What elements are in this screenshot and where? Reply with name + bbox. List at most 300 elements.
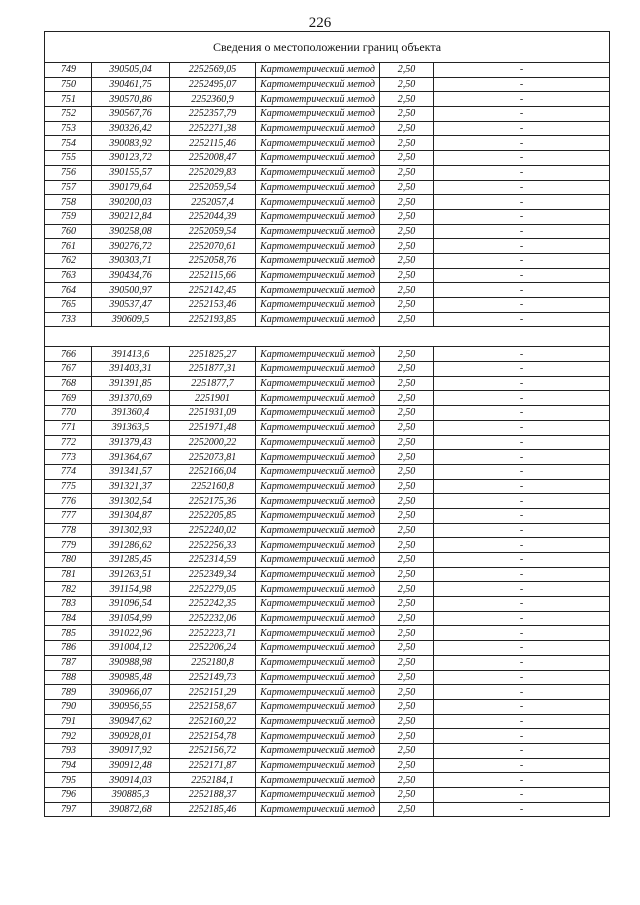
point-number: 751 (45, 92, 92, 107)
coord-y: 2252242,35 (170, 597, 256, 612)
dash-cell: - (434, 773, 610, 788)
table-row (45, 376, 610, 391)
coord-x: 391054,99 (92, 611, 170, 626)
coord-y: 2251877,7 (170, 376, 256, 391)
coord-y: 2252156,72 (170, 743, 256, 758)
method-cell: Картометрический метод (256, 494, 380, 509)
coord-x: 391379,43 (92, 435, 170, 450)
dash-cell: - (434, 670, 610, 685)
coord-x: 390276,72 (92, 239, 170, 254)
dash-cell: - (434, 538, 610, 553)
table-row (45, 582, 610, 597)
coord-y: 2252232,06 (170, 611, 256, 626)
coord-y: 2252256,33 (170, 538, 256, 553)
dash-cell: - (434, 362, 610, 377)
point-number: 779 (45, 538, 92, 553)
dash-cell: - (434, 611, 610, 626)
accuracy-cell: 2,50 (380, 283, 434, 298)
table-row (45, 508, 610, 523)
accuracy-cell: 2,50 (380, 508, 434, 523)
coord-x: 391302,54 (92, 494, 170, 509)
method-cell: Картометрический метод (256, 553, 380, 568)
coord-y: 2252206,24 (170, 641, 256, 656)
accuracy-cell: 2,50 (380, 151, 434, 166)
coord-x: 390155,57 (92, 165, 170, 180)
table-row (45, 253, 610, 268)
coord-x: 391263,51 (92, 567, 170, 582)
accuracy-cell: 2,50 (380, 655, 434, 670)
coord-x: 391403,31 (92, 362, 170, 377)
coord-x: 390985,48 (92, 670, 170, 685)
coord-x: 391341,57 (92, 464, 170, 479)
point-number: 763 (45, 268, 92, 283)
point-number: 760 (45, 224, 92, 239)
coord-y: 2252115,66 (170, 268, 256, 283)
coord-y: 2252193,85 (170, 312, 256, 327)
dash-cell: - (434, 63, 610, 78)
dash-cell: - (434, 195, 610, 210)
coord-x: 390914,03 (92, 773, 170, 788)
dash-cell: - (434, 151, 610, 166)
table-row (45, 743, 610, 758)
point-number: 788 (45, 670, 92, 685)
accuracy-cell: 2,50 (380, 312, 434, 327)
point-number: 787 (45, 655, 92, 670)
table-title: Сведения о местоположении границ объекта (45, 32, 610, 63)
accuracy-cell: 2,50 (380, 729, 434, 744)
coord-x: 391321,37 (92, 479, 170, 494)
method-cell: Картометрический метод (256, 63, 380, 78)
coord-y: 2252171,87 (170, 758, 256, 773)
dash-cell: - (434, 435, 610, 450)
table-row (45, 538, 610, 553)
coord-x: 390303,71 (92, 253, 170, 268)
coord-y: 2252188,37 (170, 788, 256, 803)
coord-x: 391004,12 (92, 641, 170, 656)
coord-y: 2252175,36 (170, 494, 256, 509)
point-number: 759 (45, 209, 92, 224)
table-row (45, 406, 610, 421)
dash-cell: - (434, 209, 610, 224)
accuracy-cell: 2,50 (380, 406, 434, 421)
table-row (45, 699, 610, 714)
point-number: 754 (45, 136, 92, 151)
dash-cell: - (434, 376, 610, 391)
dash-cell: - (434, 298, 610, 313)
point-number: 797 (45, 802, 92, 817)
point-number: 764 (45, 283, 92, 298)
dash-cell: - (434, 283, 610, 298)
method-cell: Картометрический метод (256, 597, 380, 612)
method-cell: Картометрический метод (256, 121, 380, 136)
table-row (45, 450, 610, 465)
coord-x: 390947,62 (92, 714, 170, 729)
table-row (45, 802, 610, 817)
method-cell: Картометрический метод (256, 376, 380, 391)
coord-x: 391096,54 (92, 597, 170, 612)
coord-x: 390570,86 (92, 92, 170, 107)
accuracy-cell: 2,50 (380, 758, 434, 773)
table-row (45, 239, 610, 254)
method-cell: Картометрический метод (256, 406, 380, 421)
accuracy-cell: 2,50 (380, 391, 434, 406)
method-cell: Картометрический метод (256, 758, 380, 773)
coord-y: 2252349,34 (170, 567, 256, 582)
separator-cell (45, 327, 610, 347)
method-cell: Картометрический метод (256, 699, 380, 714)
coord-y: 2252115,46 (170, 136, 256, 151)
page-number: 226 (308, 15, 332, 31)
point-number: 756 (45, 165, 92, 180)
coord-y: 2251971,48 (170, 420, 256, 435)
coord-x: 391364,67 (92, 450, 170, 465)
dash-cell: - (434, 92, 610, 107)
coord-y: 2251877,31 (170, 362, 256, 377)
dash-cell: - (434, 121, 610, 136)
dash-cell: - (434, 268, 610, 283)
point-number: 750 (45, 77, 92, 92)
method-cell: Картометрический метод (256, 714, 380, 729)
coord-y: 2252057,4 (170, 195, 256, 210)
dash-cell: - (434, 699, 610, 714)
dash-cell: - (434, 582, 610, 597)
table-row (45, 641, 610, 656)
point-number: 768 (45, 376, 92, 391)
accuracy-cell: 2,50 (380, 582, 434, 597)
coord-y: 2252158,67 (170, 699, 256, 714)
table-row (45, 136, 610, 151)
coord-y: 2251825,27 (170, 347, 256, 362)
table-row (45, 92, 610, 107)
method-cell: Картометрический метод (256, 582, 380, 597)
accuracy-cell: 2,50 (380, 450, 434, 465)
coord-x: 391285,45 (92, 553, 170, 568)
method-cell: Картометрический метод (256, 253, 380, 268)
dash-cell: - (434, 312, 610, 327)
coord-y: 2252569,05 (170, 63, 256, 78)
coord-x: 390912,48 (92, 758, 170, 773)
coord-y: 2252184,1 (170, 773, 256, 788)
dash-cell: - (434, 729, 610, 744)
accuracy-cell: 2,50 (380, 268, 434, 283)
coord-x: 390179,64 (92, 180, 170, 195)
accuracy-cell: 2,50 (380, 347, 434, 362)
table-title-row (45, 32, 610, 63)
method-cell: Картометрический метод (256, 107, 380, 122)
coord-y: 2252271,38 (170, 121, 256, 136)
point-number: 765 (45, 298, 92, 313)
point-number: 786 (45, 641, 92, 656)
dash-cell: - (434, 464, 610, 479)
table-row (45, 107, 610, 122)
method-cell: Картометрический метод (256, 92, 380, 107)
method-cell: Картометрический метод (256, 670, 380, 685)
coord-y: 2252223,71 (170, 626, 256, 641)
accuracy-cell: 2,50 (380, 136, 434, 151)
point-number: 774 (45, 464, 92, 479)
dash-cell: - (434, 107, 610, 122)
coord-y: 2252008,47 (170, 151, 256, 166)
dash-cell: - (434, 758, 610, 773)
accuracy-cell: 2,50 (380, 224, 434, 239)
coord-x: 390505,04 (92, 63, 170, 78)
coord-y: 2252151,29 (170, 685, 256, 700)
table-row (45, 494, 610, 509)
accuracy-cell: 2,50 (380, 567, 434, 582)
point-number: 749 (45, 63, 92, 78)
coord-x: 390083,92 (92, 136, 170, 151)
accuracy-cell: 2,50 (380, 788, 434, 803)
table-row (45, 420, 610, 435)
point-number: 778 (45, 523, 92, 538)
table-row (45, 729, 610, 744)
dash-cell: - (434, 136, 610, 151)
method-cell: Картометрический метод (256, 479, 380, 494)
method-cell: Картометрический метод (256, 464, 380, 479)
method-cell: Картометрический метод (256, 239, 380, 254)
coord-x: 390500,97 (92, 283, 170, 298)
method-cell: Картометрический метод (256, 151, 380, 166)
table-row (45, 435, 610, 450)
coord-y: 2252360,9 (170, 92, 256, 107)
accuracy-cell: 2,50 (380, 699, 434, 714)
table-row (45, 670, 610, 685)
accuracy-cell: 2,50 (380, 92, 434, 107)
point-number: 781 (45, 567, 92, 582)
coord-y: 2252166,04 (170, 464, 256, 479)
method-cell: Картометрический метод (256, 508, 380, 523)
coord-x: 390200,03 (92, 195, 170, 210)
point-number: 775 (45, 479, 92, 494)
accuracy-cell: 2,50 (380, 773, 434, 788)
method-cell: Картометрический метод (256, 611, 380, 626)
method-cell: Картометрический метод (256, 420, 380, 435)
coord-y: 2252314,59 (170, 553, 256, 568)
point-number: 752 (45, 107, 92, 122)
table-row (45, 714, 610, 729)
point-number: 791 (45, 714, 92, 729)
accuracy-cell: 2,50 (380, 538, 434, 553)
accuracy-cell: 2,50 (380, 802, 434, 817)
accuracy-cell: 2,50 (380, 253, 434, 268)
dash-cell: - (434, 802, 610, 817)
coord-y: 2252205,85 (170, 508, 256, 523)
table-row (45, 626, 610, 641)
coord-y: 2252160,22 (170, 714, 256, 729)
method-cell: Картометрический метод (256, 523, 380, 538)
coord-x: 390537,47 (92, 298, 170, 313)
method-cell: Картометрический метод (256, 788, 380, 803)
method-cell: Картометрический метод (256, 195, 380, 210)
dash-cell: - (434, 508, 610, 523)
dash-cell: - (434, 253, 610, 268)
table-row (45, 464, 610, 479)
method-cell: Картометрический метод (256, 773, 380, 788)
method-cell: Картометрический метод (256, 743, 380, 758)
accuracy-cell: 2,50 (380, 420, 434, 435)
table-row (45, 165, 610, 180)
coord-x: 391286,62 (92, 538, 170, 553)
table-row (45, 685, 610, 700)
coord-y: 2252279,05 (170, 582, 256, 597)
coord-x: 390567,76 (92, 107, 170, 122)
method-cell: Картометрический метод (256, 180, 380, 195)
point-number: 769 (45, 391, 92, 406)
dash-cell: - (434, 523, 610, 538)
accuracy-cell: 2,50 (380, 180, 434, 195)
dash-cell: - (434, 685, 610, 700)
coord-y: 2252160,8 (170, 479, 256, 494)
coord-x: 391154,98 (92, 582, 170, 597)
method-cell: Картометрический метод (256, 450, 380, 465)
method-cell: Картометрический метод (256, 209, 380, 224)
table-row (45, 758, 610, 773)
table-row (45, 224, 610, 239)
accuracy-cell: 2,50 (380, 362, 434, 377)
coord-y: 2252240,02 (170, 523, 256, 538)
dash-cell: - (434, 626, 610, 641)
method-cell: Картометрический метод (256, 77, 380, 92)
accuracy-cell: 2,50 (380, 209, 434, 224)
point-number: 758 (45, 195, 92, 210)
point-number: 762 (45, 253, 92, 268)
table-row (45, 611, 610, 626)
method-cell: Картометрический метод (256, 391, 380, 406)
accuracy-cell: 2,50 (380, 63, 434, 78)
coord-x: 390212,84 (92, 209, 170, 224)
coord-y: 2252149,73 (170, 670, 256, 685)
point-number: 789 (45, 685, 92, 700)
method-cell: Картометрический метод (256, 435, 380, 450)
method-cell: Картометрический метод (256, 655, 380, 670)
coord-x: 391413,6 (92, 347, 170, 362)
coord-y: 2252185,46 (170, 802, 256, 817)
coord-x: 390885,3 (92, 788, 170, 803)
dash-cell: - (434, 494, 610, 509)
dash-cell: - (434, 165, 610, 180)
dash-cell: - (434, 77, 610, 92)
coord-x: 391370,69 (92, 391, 170, 406)
coord-x: 391302,93 (92, 523, 170, 538)
accuracy-cell: 2,50 (380, 376, 434, 391)
coord-x: 391304,87 (92, 508, 170, 523)
coord-x: 390966,07 (92, 685, 170, 700)
accuracy-cell: 2,50 (380, 464, 434, 479)
method-cell: Картометрический метод (256, 347, 380, 362)
point-number: 770 (45, 406, 92, 421)
coord-x: 390928,01 (92, 729, 170, 744)
point-number: 795 (45, 773, 92, 788)
table-row (45, 63, 610, 78)
coord-x: 390917,92 (92, 743, 170, 758)
dash-cell: - (434, 641, 610, 656)
dash-cell: - (434, 479, 610, 494)
coord-x: 390434,76 (92, 268, 170, 283)
dash-cell: - (434, 450, 610, 465)
table-row (45, 209, 610, 224)
table-row (45, 121, 610, 136)
coord-x: 390326,42 (92, 121, 170, 136)
point-number: 761 (45, 239, 92, 254)
method-cell: Картометрический метод (256, 136, 380, 151)
point-number: 767 (45, 362, 92, 377)
coord-x: 390609,5 (92, 312, 170, 327)
point-number: 776 (45, 494, 92, 509)
method-cell: Картометрический метод (256, 283, 380, 298)
coord-y: 2252000,22 (170, 435, 256, 450)
point-number: 753 (45, 121, 92, 136)
coord-y: 2252059,54 (170, 180, 256, 195)
coord-x: 391360,4 (92, 406, 170, 421)
point-number: 794 (45, 758, 92, 773)
table-row (45, 180, 610, 195)
dash-cell: - (434, 224, 610, 239)
method-cell: Картометрический метод (256, 802, 380, 817)
dash-cell: - (434, 239, 610, 254)
accuracy-cell: 2,50 (380, 523, 434, 538)
dash-cell: - (434, 714, 610, 729)
accuracy-cell: 2,50 (380, 626, 434, 641)
accuracy-cell: 2,50 (380, 685, 434, 700)
dash-cell: - (434, 567, 610, 582)
table-row (45, 298, 610, 313)
coord-y: 2252070,61 (170, 239, 256, 254)
coord-y: 2252180,8 (170, 655, 256, 670)
dash-cell: - (434, 743, 610, 758)
coord-x: 390461,75 (92, 77, 170, 92)
coord-y: 2251901 (170, 391, 256, 406)
table-row (45, 567, 610, 582)
accuracy-cell: 2,50 (380, 298, 434, 313)
method-cell: Картометрический метод (256, 224, 380, 239)
method-cell: Картометрический метод (256, 538, 380, 553)
dash-cell: - (434, 788, 610, 803)
accuracy-cell: 2,50 (380, 479, 434, 494)
point-number: 783 (45, 597, 92, 612)
dash-cell: - (434, 180, 610, 195)
coord-y: 2252142,45 (170, 283, 256, 298)
coord-y: 2252044,39 (170, 209, 256, 224)
accuracy-cell: 2,50 (380, 165, 434, 180)
method-cell: Картометрический метод (256, 268, 380, 283)
accuracy-cell: 2,50 (380, 641, 434, 656)
table-row (45, 312, 610, 327)
table-row (45, 788, 610, 803)
accuracy-cell: 2,50 (380, 553, 434, 568)
method-cell: Картометрический метод (256, 298, 380, 313)
coord-y: 2252073,81 (170, 450, 256, 465)
table-row (45, 283, 610, 298)
coord-x: 390258,08 (92, 224, 170, 239)
dash-cell: - (434, 420, 610, 435)
point-number: 771 (45, 420, 92, 435)
accuracy-cell: 2,50 (380, 714, 434, 729)
table-body (45, 32, 610, 817)
coord-y: 2252029,83 (170, 165, 256, 180)
dash-cell: - (434, 597, 610, 612)
accuracy-cell: 2,50 (380, 611, 434, 626)
table-row (45, 195, 610, 210)
accuracy-cell: 2,50 (380, 494, 434, 509)
method-cell: Картометрический метод (256, 729, 380, 744)
table-row (45, 347, 610, 362)
coord-x: 390956,55 (92, 699, 170, 714)
point-number: 757 (45, 180, 92, 195)
point-number: 755 (45, 151, 92, 166)
group-separator-row (45, 327, 610, 347)
point-number: 790 (45, 699, 92, 714)
coord-y: 2252058,76 (170, 253, 256, 268)
